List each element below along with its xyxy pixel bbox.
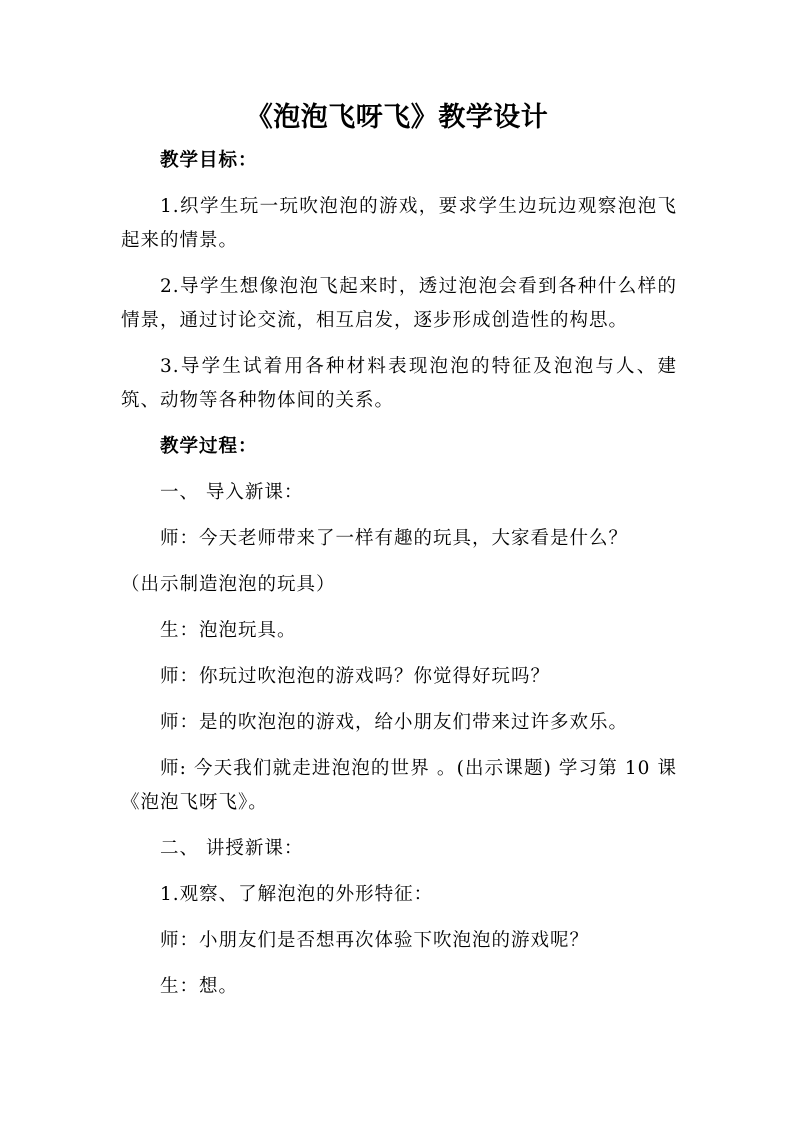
dialogue-paragraph: 师：是的吹泡泡的游戏，给小朋友们带来过许多欢乐。 <box>160 712 629 733</box>
process-step-intro: 一、 导入新课： <box>160 482 304 503</box>
document-body <box>121 144 677 1016</box>
process-step-teaching: 二、 讲授新课： <box>160 838 304 859</box>
subsection-heading: 1.观察、了解泡泡的外形特征： <box>160 884 434 905</box>
dialogue-paragraph: 师：你玩过吹泡泡的游戏吗？你觉得好玩吗？ <box>160 666 551 687</box>
dialogue-paragraph: 师: 今天我们就走进泡泡的世界 。(出示课题) 学习第 10 课《泡泡飞呀飞》。 <box>121 758 677 813</box>
objective-paragraph-3: 3.导学生试着用各种材料表现泡泡的特征及泡泡与人、建筑、动物等各种物体间的关系。 <box>121 356 677 411</box>
dialogue-paragraph: 生：泡泡玩具。 <box>160 620 297 641</box>
section-heading-process: 教学过程： <box>160 436 258 457</box>
dialogue-paragraph: 生：想。 <box>160 976 239 997</box>
document-title: 《泡泡飞呀飞》教学设计 <box>245 102 549 133</box>
objective-paragraph-1: 1.织学生玩一玩吹泡泡的游戏，要求学生边玩边观察泡泡飞起来的情景。 <box>121 196 677 251</box>
dialogue-paragraph: 师：今天老师带来了一样有趣的玩具，大家看是什么？ <box>160 528 629 549</box>
objective-paragraph-2: 2.导学生想像泡泡飞起来时，透过泡泡会看到各种什么样的情景，通过讨论交流，相互启发，逐步形成创造性的构思。 <box>121 276 677 331</box>
dialogue-paragraph: 师：小朋友们是否想再次体验下吹泡泡的游戏呢？ <box>160 930 590 951</box>
section-heading-objectives: 教学目标： <box>160 150 258 171</box>
stage-direction: （出示制造泡泡的玩具） <box>121 574 336 595</box>
